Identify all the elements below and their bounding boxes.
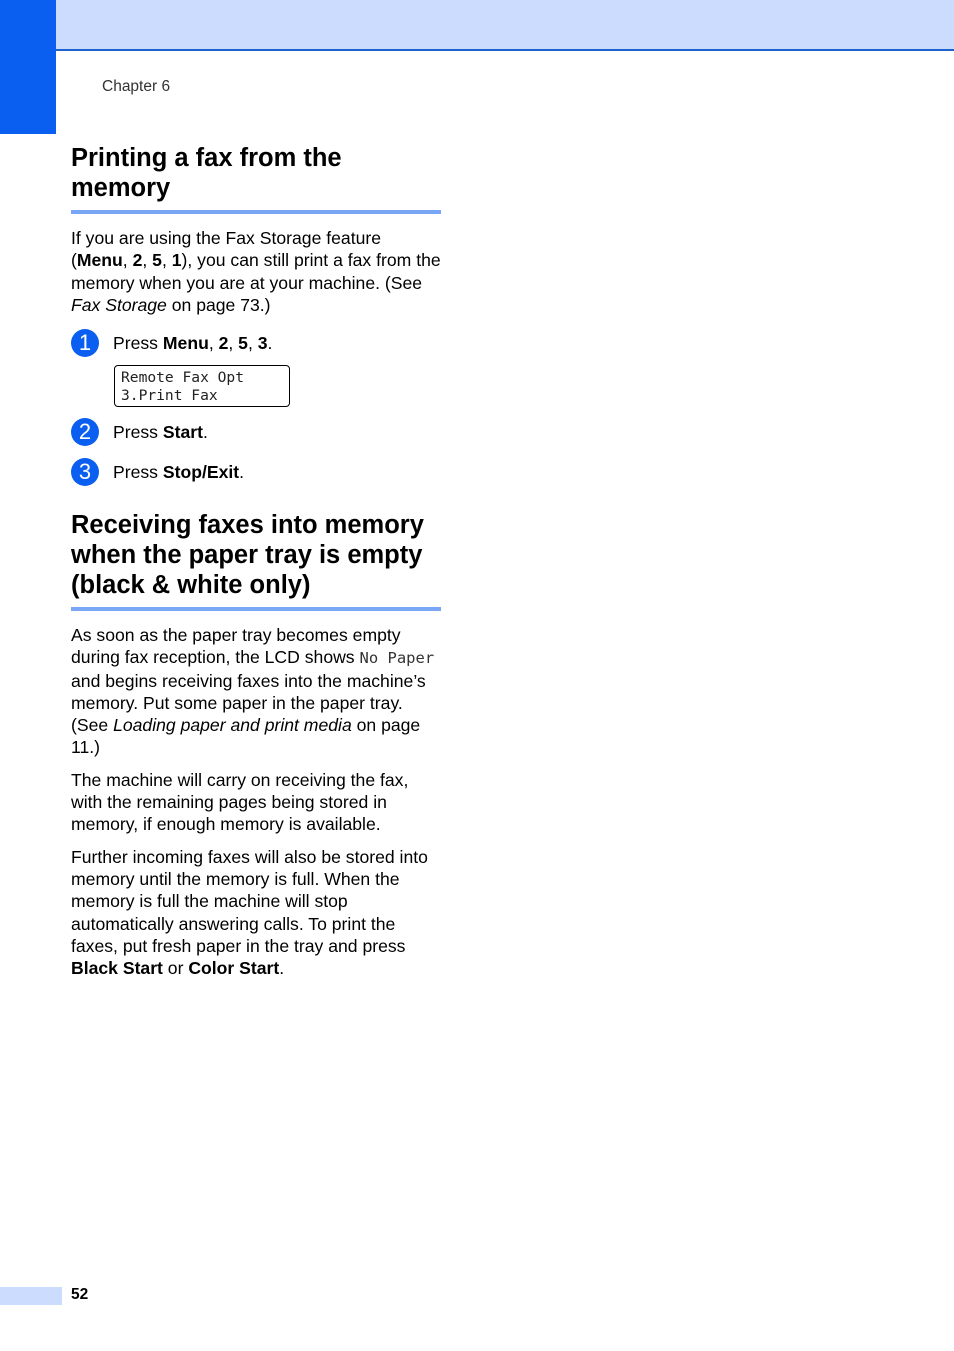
footer-band (0, 1287, 62, 1305)
step-number-badge: 3 (71, 458, 99, 486)
lcd-line-1: Remote Fax Opt (121, 369, 245, 386)
section-title: Printing a fax from the memory (71, 143, 441, 214)
lcd-display (114, 365, 290, 407)
step-number-badge: 2 (71, 418, 99, 446)
section-printing-fax (71, 143, 441, 316)
paragraph-3: Further incoming faxes will also be stored into memory until the memory is full. When the memory is full the machine will stop automatically answering calls. To print the faxes, put fresh paper in the tray and press Black Start or Color Start. (71, 846, 428, 979)
step-text: Press Stop/Exit. (113, 462, 245, 482)
section-title: Receiving faxes into memory when the paper tray is empty (black & white only) (71, 510, 441, 611)
intro-paragraph: If you are using the Fax Storage feature (Menu, 2, 5, 1), you can still print a fax from the memory when you are at your machine. (See Fax Storage on page 73.) (71, 228, 441, 315)
lcd-message: No Paper (359, 649, 435, 668)
step-text: Press Start. (113, 422, 208, 442)
page-number: 52 (71, 1286, 89, 1303)
step-number-badge: 1 (71, 329, 99, 357)
chapter-label: Chapter 6 (102, 78, 171, 95)
section-receiving-faxes (71, 510, 441, 979)
paragraph-1: As soon as the paper tray becomes empty during fax reception, the LCD shows No Paper and begins receiving faxes into the machine’s memory. Put some paper in the paper tray. (See Loading paper and print media on page 11.) (71, 625, 435, 758)
step-text: Press Menu, 2, 5, 3. (113, 333, 273, 353)
chapter-tab (0, 0, 56, 134)
header-band (0, 0, 954, 51)
paragraph-2: The machine will carry on receiving the fax, with the remaining pages being stored in memory, if enough memory is available. (71, 769, 409, 835)
lcd-line-2: 3.Print Fax (121, 386, 218, 404)
